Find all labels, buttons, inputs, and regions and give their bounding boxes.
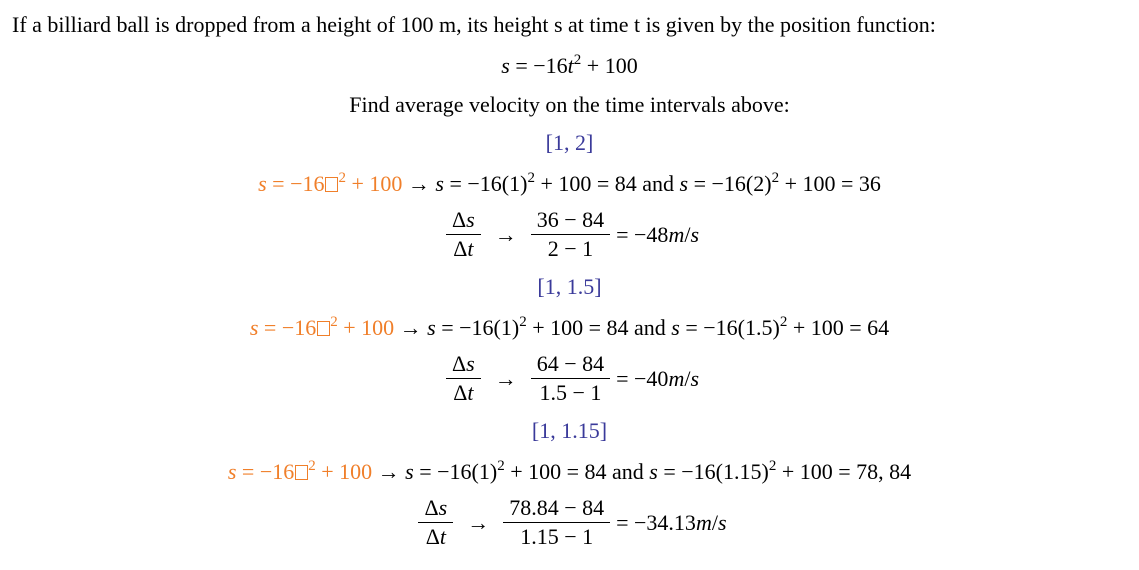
delta-fraction: $\frac{\Delta s}{\Delta t}$ [418, 494, 453, 551]
delta-fraction: $\frac{\Delta s}{\Delta t}$ [446, 206, 481, 263]
average-velocity-row: $\frac{\Delta s}{\Delta t}$ → $\frac{36 - 84}{2 - 1}$ = −48m/s [0, 206, 1139, 263]
substitution-line: s = −16 $^2 + 100 \to s = -16(1)^2 + 100 = 84$ and $s = -16(2)^2 + 100 = 36$ [258, 170, 881, 196]
interval-label: [1, 1.15] [531, 418, 608, 443]
velocity-result: = −34.13m/s [616, 509, 727, 535]
interval-label: [1, 1.5] [537, 274, 602, 299]
velocity-result: = −40m/s [616, 365, 700, 391]
difference-quotient: $\frac{64 - 84}{1.5 - 1}$ [531, 350, 610, 407]
difference-quotient: $\frac{78.84 - 84}{1.15 - 1}$ [503, 494, 610, 551]
interval-label: [1, 2] [545, 130, 594, 155]
instruction-text: Find average velocity on the time intervals above: [349, 92, 790, 117]
template-expression: s = −16 $^2$ + 100 [227, 458, 373, 484]
substitution-line: s = −16 $^2 + 100 \to s = -16(1)^2 + 100 = 84$ and $s = -16(1.5)^2 + 100 = 64$ [249, 314, 890, 340]
velocity-result: = −48m/s [616, 221, 700, 247]
difference-quotient: $\frac{36 - 84}{2 - 1}$ [531, 206, 610, 263]
delta-fraction: $\frac{\Delta s}{\Delta t}$ [446, 350, 481, 407]
average-velocity-row: $\frac{\Delta s}{\Delta t}$ → $\frac{78.84 - 84}{1.15 - 1}$ = −34.13m/s [0, 494, 1139, 551]
position-function: $s = -16t^2 + 100$ [501, 52, 638, 78]
average-velocity-row: $\frac{\Delta s}{\Delta t}$ → $\frac{64 - 84}{1.5 - 1}$ = −40m/s [0, 350, 1139, 407]
template-expression: s = −16 $^2$ + 100 [258, 170, 403, 196]
problem-statement: If a billiard ball is dropped from a height of 100 m, its height s at time t is given by the position function: [12, 12, 936, 37]
substitution-line: s = −16 $^2 + 100 \to s = -16(1)^2 + 100 = 84$ and $s = -16(1.15)^2 + 100 = 78$, 84 [227, 458, 912, 484]
template-expression: s = −16 $^2$ + 100 [249, 314, 395, 340]
